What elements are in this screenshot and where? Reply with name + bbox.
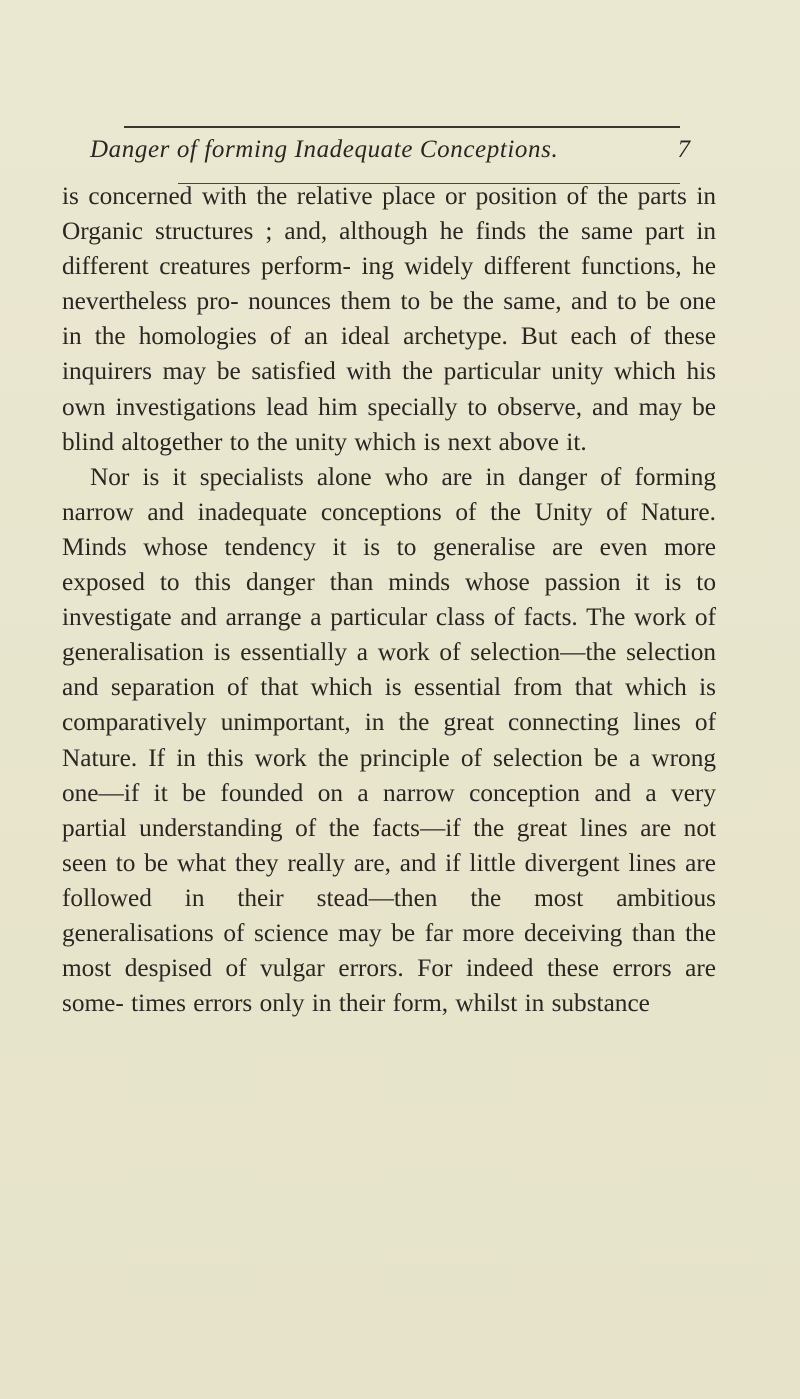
paragraph: Nor is it specialists alone who are in danger of forming narrow and inadequate conceptions of the Unity of Nature. Minds whose tendency it is to generalise are even more exposed to this danger than minds whose passion it is to investigate and arrange a particular class of facts. The work of generalisation is essentially a work of selection—the selection and separation of that which is essential from that which is comparatively unimportant, in the great connecting lines of Nature. If in this work the principle of selection be a wrong one—if it be founded on a narrow conception and a very partial understanding of the facts—if the great lines are not seen to be what they really are, and if little divergent lines are followed in their stead—then the most ambitious generalisations of science may be far more deceiving than the most despised of vulgar errors. For indeed these errors are some- times errors only in their form, whilst in substance xyxy=(62,462,716,1018)
page-header xyxy=(90,136,690,176)
paragraph-continued: is concerned with the relative place or position of the parts in Organic structures ; and, although he finds the same part in different creatures perform- ing widely different functions, he nevertheless pro- nounces them to be the same, and to be one in the homologies of an ideal archetype. But each of these inquirers may be satisfied with the particular unity which his own investigations lead him specially to observe, and may be blind altogether to the unity which is next above it. xyxy=(62,182,716,456)
running-head: Danger of forming Inadequate Conceptions. xyxy=(90,136,559,163)
header-top-rule xyxy=(124,126,680,128)
page-number: 7 xyxy=(677,136,690,163)
body-text xyxy=(62,179,716,1021)
